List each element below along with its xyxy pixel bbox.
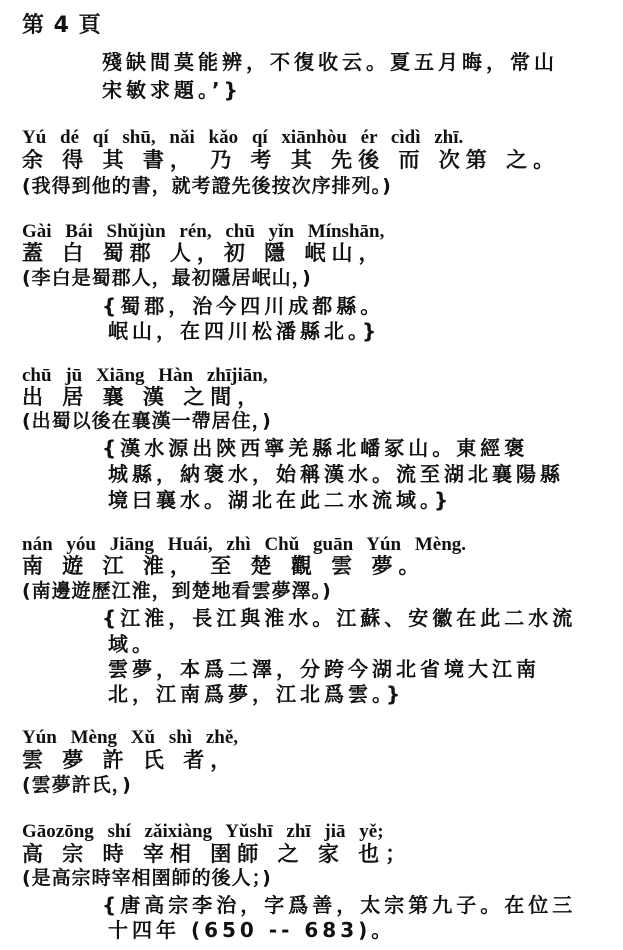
note-line: 雲夢，本爲二澤，分跨今湖北省境大江南 bbox=[108, 657, 540, 681]
translation-line: (李白是蜀郡人，最初隱居岷山，) bbox=[22, 267, 312, 289]
note-line: {江淮，長江與淮水。江蘇、安徽在此二水流 bbox=[102, 606, 577, 630]
intro-line: 宋敏求題。’} bbox=[102, 78, 242, 102]
page-number: 第 4 頁 bbox=[22, 13, 102, 38]
note-line: {漢水源出陝西寧羌縣北嶓冢山。東經褒 bbox=[102, 436, 529, 460]
pinyin-line: Gài Bái Shǔjùn rén, chū yǐn Mínshān, bbox=[22, 221, 385, 242]
note-line: 北，江南爲夢，江北爲雲。} bbox=[108, 682, 405, 706]
hanzi-line: 蓋 白 蜀郡 人，初 隱 岷山， bbox=[22, 241, 386, 265]
note-line: 域。 bbox=[108, 632, 156, 656]
hanzi-line: 南 遊 江 淮， 至 楚 觀 雲 夢。 bbox=[22, 554, 426, 578]
translation-line: (我得到他的書，就考證先後按次序排列。) bbox=[22, 175, 392, 197]
translation-line: (是高宗時宰相圉師的後人；) bbox=[22, 867, 272, 889]
note-line: 岷山，在四川松潘縣北。} bbox=[108, 319, 381, 343]
hanzi-line: 雲 夢 許 氏 者， bbox=[22, 748, 238, 772]
translation-line: (南邊遊歷江淮，到楚地看雲夢澤。) bbox=[22, 580, 332, 602]
note-line: {唐高宗李治，字爲善，太宗第九子。在位三 bbox=[102, 893, 577, 917]
note-line: {蜀郡，治今四川成都縣。 bbox=[102, 294, 385, 318]
intro-line: 殘缺間莫能辨，不復收云。夏五月晦，常山 bbox=[102, 50, 558, 74]
pinyin-line: Yún Mèng Xǔ shì zhě, bbox=[22, 727, 238, 748]
hanzi-line: 余 得 其 書， 乃 考 其 先後 而 次第 之。 bbox=[22, 148, 561, 172]
note-line: 城縣，納褒水，始稱漢水。流至湖北襄陽縣 bbox=[108, 462, 564, 486]
hanzi-line: 出 居 襄 漢 之間， bbox=[22, 385, 265, 409]
pinyin-line: nán yóu Jiāng Huái, zhì Chǔ guān Yún Mèng. bbox=[22, 534, 467, 555]
note-line: 境曰襄水。湖北在此二水流域。} bbox=[108, 488, 453, 512]
pinyin-line: Yú dé qí shū, nǎi kǎo qí xiānhòu ér cìdì zhī. bbox=[22, 127, 464, 148]
translation-line: (出蜀以後在襄漢一帶居住，) bbox=[22, 410, 272, 432]
note-line: 十四年 (650 -- 683)。 bbox=[108, 918, 396, 942]
pinyin-line: Gāozōng shí zǎixiàng Yǔshī zhī jiā yě; bbox=[22, 821, 384, 842]
pinyin-line: chū jū Xiāng Hàn zhījiān, bbox=[22, 365, 268, 386]
hanzi-line: 高 宗 時 宰相 圉師 之 家 也； bbox=[22, 842, 413, 866]
translation-line: (雲夢許氏，) bbox=[22, 774, 132, 796]
